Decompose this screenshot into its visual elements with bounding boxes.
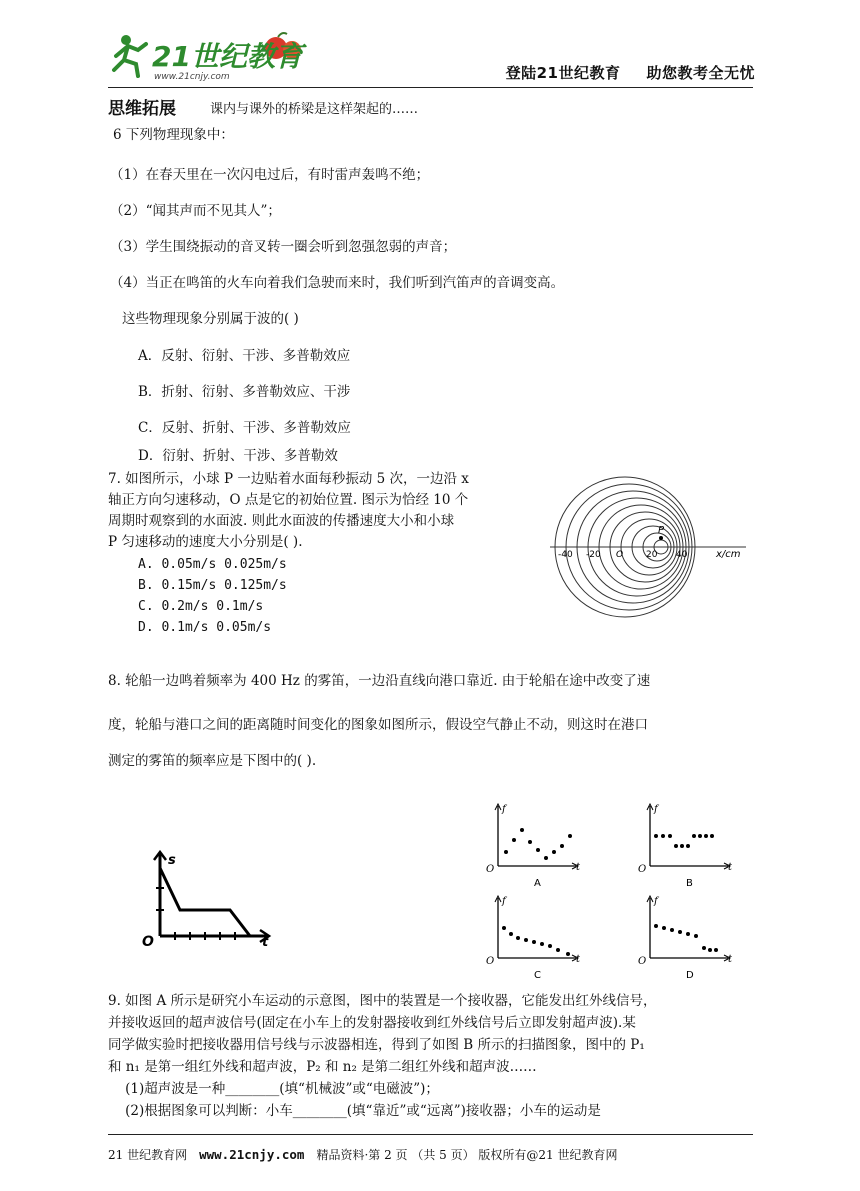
svg-text:s: s xyxy=(168,853,176,868)
svg-text:O: O xyxy=(142,934,154,948)
x-axis-label: t xyxy=(576,862,581,873)
q6-item: （3）学生围绕振动的音叉转一圈会听到忽强忽弱的声音； xyxy=(110,239,457,255)
data-dot xyxy=(548,944,552,948)
q9-line: 和 n₁ 是第一组红外线和超声波，P₂ 和 n₂ 是第二组红外线和超声波…… xyxy=(108,1059,537,1075)
data-dot xyxy=(536,848,540,852)
q6-item: （4）当正在鸣笛的火车向着我们急驶而来时，我们听到汽笛声的音调变高。 xyxy=(110,275,565,291)
f-t-graph-d xyxy=(636,892,736,988)
q8-line: 测定的雾笛的频率应是下图中的( ). xyxy=(108,753,317,769)
q9-line: 9. 如图 A 所示是研究小车运动的示意图，图中的装置是一个接收器，它能发出红外线信号， xyxy=(108,993,657,1009)
data-dot xyxy=(668,834,672,838)
y-axis-label: f xyxy=(654,896,658,907)
y-axis-label: f xyxy=(654,804,658,815)
data-dot xyxy=(678,930,682,934)
data-dot xyxy=(516,936,520,940)
header-slogan xyxy=(506,62,755,83)
data-dot xyxy=(528,840,532,844)
f-t-graph-b xyxy=(636,800,736,896)
data-dot xyxy=(654,924,658,928)
footer-left: 21 世纪教育网 xyxy=(108,1148,188,1162)
q6-option-c: C．反射、折射、干涉、多普勒效应 xyxy=(138,420,351,436)
data-dot xyxy=(654,834,658,838)
footer-divider xyxy=(108,1134,753,1135)
footer-right: 精品资料·第 2 页 （共 5 页） 版权所有@21 世纪教育网 xyxy=(316,1148,618,1162)
f-t-graph-a xyxy=(484,800,584,896)
data-dot xyxy=(566,952,570,956)
origin-label: O xyxy=(486,864,495,875)
origin-label: O xyxy=(638,956,647,967)
q9-line: 并接收返回的超声波信号(固定在小车上的发射器接收到红外线信号后立即发射超声波).某 xyxy=(108,1015,636,1031)
f-t-graph-c xyxy=(484,892,584,988)
q7-line: 轴正方向匀速移动，O 点是它的初始位置. 图示为恰经 10 个 xyxy=(108,492,469,508)
x-axis-label: t xyxy=(728,954,733,965)
x-tick-label: -20 xyxy=(586,550,601,560)
data-dot xyxy=(710,834,714,838)
data-dot xyxy=(504,850,508,854)
q7-line: P 匀速移动的速度大小分别是( ). xyxy=(108,534,303,550)
data-dot xyxy=(694,934,698,938)
data-dot xyxy=(702,946,706,950)
x-axis-label: t xyxy=(728,862,733,873)
data-dot xyxy=(520,828,524,832)
data-dot xyxy=(662,926,666,930)
data-dot xyxy=(540,942,544,946)
x-axis-label: x/cm xyxy=(716,549,741,560)
data-dot xyxy=(502,926,506,930)
q6-option-b: B．折射、衍射、多普勒效应、干涉 xyxy=(138,384,351,400)
runner-icon xyxy=(114,35,146,76)
svg-text:21世纪教育: 21世纪教育 xyxy=(152,40,303,73)
data-dot xyxy=(674,844,678,848)
header-divider xyxy=(108,87,753,88)
svg-text:t: t xyxy=(262,935,269,948)
data-dot xyxy=(560,844,564,848)
x-tick-label: 20 xyxy=(646,550,658,560)
q9-line: (2)根据图象可以判断：小车________(填“靠近”或“远离”)接收器；小车的运动是 xyxy=(108,1103,601,1119)
data-dot xyxy=(686,932,690,936)
q7-option-d: D. 0.1m/s 0.05m/s xyxy=(138,620,272,635)
x-tick-label: 40 xyxy=(676,550,688,560)
water-wave-figure xyxy=(548,465,748,625)
q6-option-a: A．反射、衍射、干涉、多普勒效应 xyxy=(138,348,351,364)
q8-line: 度，轮船与港口之间的距离随时间变化的图象如图所示，假设空气静止不动，则这时在港口 xyxy=(108,717,648,733)
x-axis-label: t xyxy=(576,954,581,965)
slogan-right: 助您教考全无忧 xyxy=(646,64,755,82)
data-dot xyxy=(704,834,708,838)
data-dot xyxy=(661,834,665,838)
q7-line: 7. 如图所示，小球 P 一边贴着水面每秒振动 5 次，一边沿 x xyxy=(108,471,469,487)
data-dot xyxy=(552,850,556,854)
data-dot xyxy=(692,834,696,838)
x-tick-label: -40 xyxy=(558,550,573,560)
data-dot xyxy=(568,834,572,838)
section-title: 思维拓展 xyxy=(108,99,176,119)
origin-label: O xyxy=(638,864,647,875)
q7-option-b: B. 0.15m/s 0.125m/s xyxy=(138,578,287,593)
x-tick-label: O xyxy=(616,550,624,560)
data-dot xyxy=(512,838,516,842)
slogan-left: 登陆21世纪教育 xyxy=(505,64,621,82)
q6-option-d: D．衍射、折射、干涉、多普勒效 xyxy=(138,448,338,464)
footer xyxy=(108,1146,618,1163)
data-dot xyxy=(686,844,690,848)
q6-ask: 这些物理现象分别属于波的( ) xyxy=(122,311,299,327)
svg-text:www.21cnjy.com: www.21cnjy.com xyxy=(154,72,230,82)
data-dot xyxy=(698,834,702,838)
q8-line: 8. 轮船一边鸣着频率为 400 Hz 的雾笛，一边沿直线向港口靠近. 由于轮船在途中改变了速 xyxy=(108,673,651,689)
data-dot xyxy=(509,932,513,936)
q6-stem: 6 下列物理现象中： xyxy=(113,127,234,143)
q6-item: （1）在春天里在一次闪电过后，有时雷声轰鸣不绝； xyxy=(110,167,430,183)
section-subtitle: 课内与课外的桥梁是这样架起的…… xyxy=(210,102,419,117)
data-dot xyxy=(708,948,712,952)
q9-line: 同学做实验时把接收器用信号线与示波器相连，得到了如图 B 所示的扫描图象，图中的 P₁ xyxy=(108,1037,645,1053)
q9-line: (1)超声波是一种________(填“机械波”或“电磁波”)； xyxy=(108,1081,439,1097)
point-p xyxy=(659,536,663,540)
graph-option-label: B xyxy=(686,878,693,889)
q7-option-c: C. 0.2m/s 0.1m/s xyxy=(138,599,264,614)
q7-option-a: A. 0.05m/s 0.025m/s xyxy=(138,557,287,572)
logo xyxy=(108,30,308,82)
q6-item: （2）“闻其声而不见其人”； xyxy=(110,203,281,219)
data-dot xyxy=(670,928,674,932)
point-p-label: P xyxy=(658,525,665,536)
data-dot xyxy=(544,856,548,860)
data-dot xyxy=(556,948,560,952)
graph-option-label: C xyxy=(534,970,541,981)
data-dot xyxy=(714,948,718,952)
graph-option-label: A xyxy=(534,878,541,889)
origin-label: O xyxy=(486,956,495,967)
data-dot xyxy=(680,844,684,848)
y-axis-label: f xyxy=(502,804,506,815)
s-t-graph xyxy=(138,848,278,948)
q7-line: 周期时观察到的水面波. 则此水面波的传播速度大小和小球 xyxy=(108,513,455,529)
data-dot xyxy=(532,940,536,944)
graph-option-label: D xyxy=(686,970,694,981)
y-axis-label: f xyxy=(502,896,506,907)
footer-url[interactable]: www.21cnjy.com xyxy=(199,1147,305,1162)
data-dot xyxy=(524,938,528,942)
